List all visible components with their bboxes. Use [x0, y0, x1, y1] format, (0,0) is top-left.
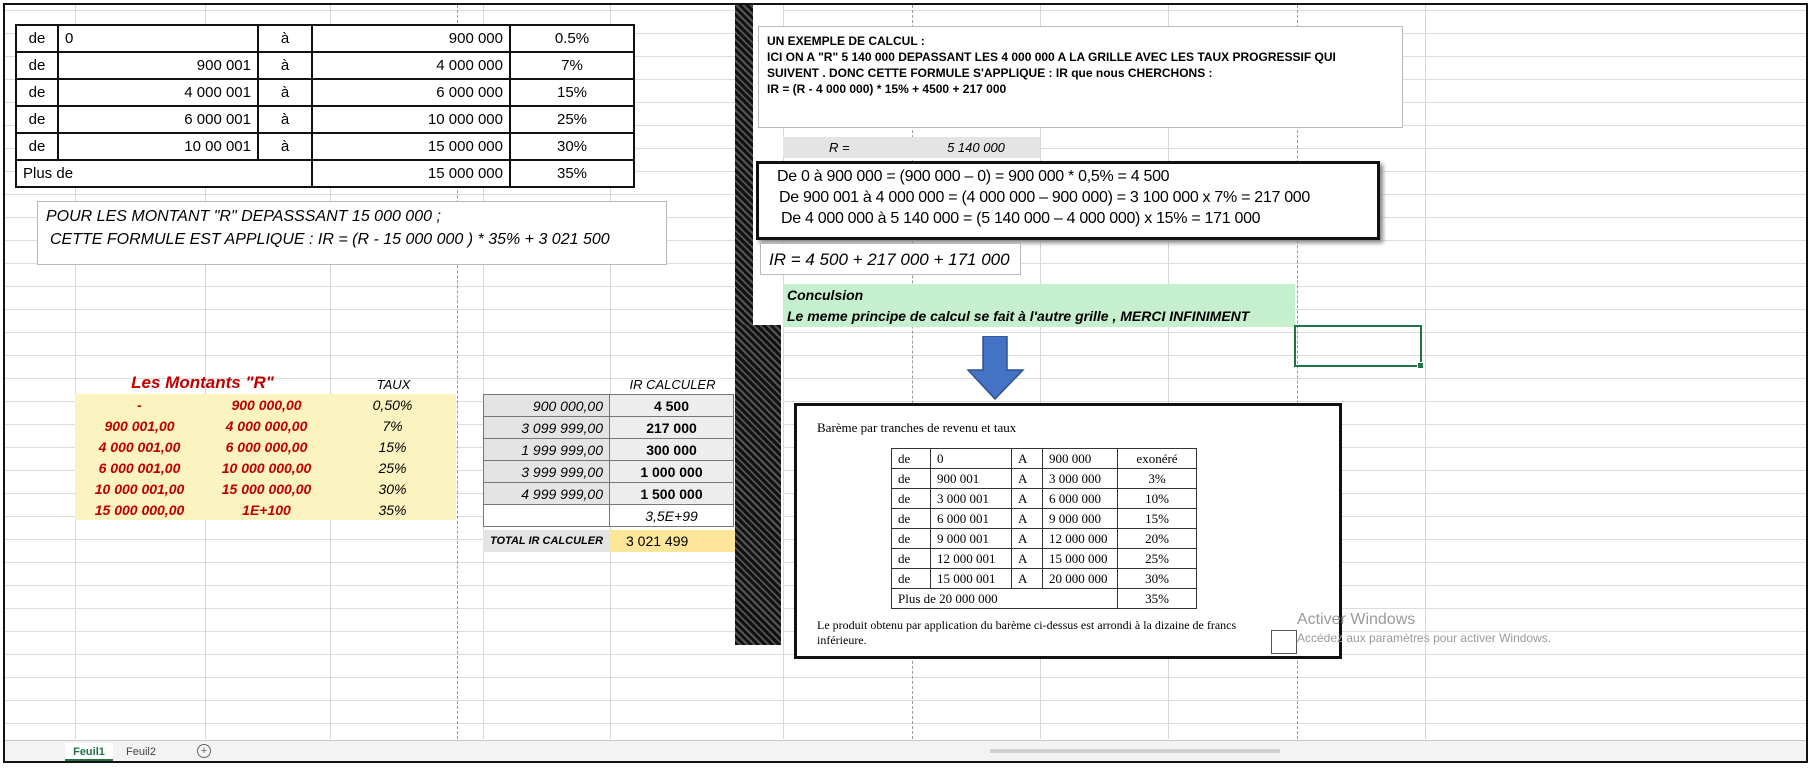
doc-cell-from: 3 000 001	[931, 489, 1012, 509]
montants-table	[75, 394, 456, 520]
total-ir-label: TOTAL IR CALCULER	[483, 530, 610, 552]
doc-row	[892, 469, 1197, 489]
scan-row	[16, 160, 634, 187]
doc-cell-sep: A	[1012, 469, 1043, 489]
montants-header: Les Montants "R"	[131, 373, 274, 392]
ir-cell: 300 000	[610, 439, 734, 461]
doc-footer: Le produit obtenu par application du barème ci-dessus est arrondi à la dizaine de francs inférieure.	[817, 618, 1237, 647]
formula-note-line1: POUR LES MONTANT "R" DEPASSSANT 15 000 000 ;	[46, 208, 441, 225]
montants-row	[75, 457, 456, 478]
doc-cell-from: 0	[931, 449, 1012, 469]
scan-cell-pre: de	[16, 106, 58, 133]
doc-cell-pre: de	[892, 509, 931, 529]
doc-cell-rate: 3%	[1118, 469, 1197, 489]
sheet-tab-bar	[5, 740, 1806, 761]
calc-row	[484, 417, 734, 439]
montant-from: 10 000 001,00	[75, 478, 204, 499]
calc-row	[484, 439, 734, 461]
handwritten-line3: De 4 000 000 à 5 140 000 = (5 140 000 – 4 000 000) x 15% = 171 000	[781, 210, 1261, 227]
doc-row	[892, 529, 1197, 549]
doc-cell-rate: exonéré	[1118, 449, 1197, 469]
ir-calc-table	[483, 394, 734, 527]
r-label: R =	[783, 137, 912, 158]
doc-cell-sep: A	[1012, 569, 1043, 589]
diff-cell: 3 999 999,00	[484, 461, 610, 483]
montant-from: 4 000 001,00	[75, 436, 204, 457]
montant-to: 1E+100	[204, 499, 329, 520]
scan-row	[16, 79, 634, 106]
doc-cell-pre: de	[892, 569, 931, 589]
scan-cell-sep: à	[258, 52, 312, 79]
doc-cell-to: 20 000 000	[1043, 569, 1118, 589]
doc-cell-to: 15 000 000	[1043, 549, 1118, 569]
scan-row	[16, 106, 634, 133]
doc-cell-from: 9 000 001	[931, 529, 1012, 549]
example-box	[758, 26, 1403, 128]
ir-cell: 4 500	[610, 395, 734, 417]
activation-watermark-title: Activer Windows	[1297, 611, 1416, 628]
r-value[interactable]: 5 140 000	[912, 137, 1040, 158]
sheet-tab-feuil1[interactable]: Feuil1	[65, 743, 113, 761]
scan-cell-from: 900 001	[58, 52, 258, 79]
divider-bar	[735, 5, 753, 370]
screenshot-frame	[3, 3, 1808, 763]
arrow-down-icon	[967, 336, 1025, 400]
calc-row	[484, 505, 734, 527]
scanned-rate-table	[15, 24, 635, 188]
doc-cell-pre: de	[892, 529, 931, 549]
diff-cell	[484, 505, 610, 527]
scan-cell-rate: 35%	[510, 160, 634, 187]
diff-cell: 1 999 999,00	[484, 439, 610, 461]
scan-cell-to: 10 000 000	[312, 106, 510, 133]
scan-cell-to: 15 000 000	[312, 133, 510, 160]
doc-cell-rate: 35%	[1118, 589, 1197, 609]
ir-cell: 1 000 000	[610, 461, 734, 483]
doc-cell-from: 15 000 001	[931, 569, 1012, 589]
formula-note-line2: CETTE FORMULE EST APPLIQUE : IR = (R - 15 000 000 ) * 35% + 3 021 500	[50, 231, 610, 248]
scan-cell-label: Plus de	[16, 160, 312, 187]
doc-row	[892, 489, 1197, 509]
scan-cell-pre: de	[16, 133, 58, 160]
total-ir-value[interactable]: 3 021 499	[610, 530, 735, 552]
example-line2: ICI ON A "R" 5 140 000 DEPASSANT LES 4 000 000 A LA GRILLE AVEC LES TAUX PROGRESSIF QUI	[767, 50, 1336, 64]
scan-cell-rate: 0.5%	[510, 25, 634, 52]
doc-cell-sep: A	[1012, 489, 1043, 509]
selected-cell[interactable]	[1294, 325, 1422, 367]
scan-cell-from: 4 000 001	[58, 79, 258, 106]
doc-cell-pre: de	[892, 449, 931, 469]
scan-cell-to: 6 000 000	[312, 79, 510, 106]
doc-title: Barème par tranches de revenu et taux	[817, 420, 1017, 435]
doc-cell-to: 6 000 000	[1043, 489, 1118, 509]
diff-cell: 3 099 999,00	[484, 417, 610, 439]
formula-note	[37, 201, 667, 265]
doc-cell-to: 9 000 000	[1043, 509, 1118, 529]
calc-row	[484, 395, 734, 417]
ir-cell: 3,5E+99	[610, 505, 734, 527]
taux-cell: 35%	[329, 499, 456, 520]
scan-cell-pre: de	[16, 79, 58, 106]
scan-row	[16, 25, 634, 52]
handwritten-line1: De 0 à 900 000 = (900 000 – 0) = 900 000 * 0,5% = 4 500	[777, 168, 1170, 185]
handwritten-calc-box	[756, 161, 1380, 240]
scan-cell-from: 0	[58, 25, 258, 52]
sheet-tab-feuil2[interactable]: Feuil2	[126, 746, 156, 758]
doc-cell-pre: de	[892, 489, 931, 509]
example-line1: UN EXEMPLE DE CALCUL :	[767, 34, 925, 48]
doc-cell-rate: 25%	[1118, 549, 1197, 569]
scan-cell-to: 900 000	[312, 25, 510, 52]
doc-cell-pre: de	[892, 469, 931, 489]
scan-cell-rate: 7%	[510, 52, 634, 79]
doc-row	[892, 569, 1197, 589]
conclusion-title: Conculsion	[787, 287, 864, 303]
add-sheet-icon[interactable]: +	[197, 744, 211, 758]
scan-row	[16, 52, 634, 79]
doc-cell-from: 6 000 001	[931, 509, 1012, 529]
taux-cell: 15%	[329, 436, 456, 457]
diff-cell: 4 999 999,00	[484, 483, 610, 505]
doc-cell-label: Plus de 20 000 000	[892, 589, 1118, 609]
doc-row	[892, 449, 1197, 469]
doc-cell-from: 12 000 001	[931, 549, 1012, 569]
scan-cell-rate: 15%	[510, 79, 634, 106]
montants-row	[75, 436, 456, 457]
scan-cell-sep: à	[258, 106, 312, 133]
taux-cell: 7%	[329, 415, 456, 436]
montants-row	[75, 499, 456, 520]
fill-handle[interactable]	[1417, 362, 1424, 369]
example-line4: IR = (R - 4 000 000) * 15% + 4500 + 217 000	[767, 82, 1007, 96]
scan-cell-sep: à	[258, 79, 312, 106]
scan-cell-sep: à	[258, 133, 312, 160]
divider-bar	[735, 325, 781, 645]
doc-row	[892, 509, 1197, 529]
doc-cell-rate: 15%	[1118, 509, 1197, 529]
scan-cell-pre: de	[16, 52, 58, 79]
horizontal-scrollbar[interactable]	[990, 749, 1280, 753]
doc-cell-rate: 10%	[1118, 489, 1197, 509]
scan-cell-to: 15 000 000	[312, 160, 510, 187]
doc-cell-to: 900 000	[1043, 449, 1118, 469]
calc-row	[484, 483, 734, 505]
montants-row	[75, 415, 456, 436]
doc-cell-sep: A	[1012, 509, 1043, 529]
montant-to: 15 000 000,00	[204, 478, 329, 499]
montant-to: 900 000,00	[204, 394, 329, 415]
handwritten-line2: De 900 001 à 4 000 000 = (4 000 000 – 900 000) = 3 100 000 x 7% = 217 000	[779, 189, 1310, 206]
scan-cell-sep: à	[258, 25, 312, 52]
scan-cell-to: 4 000 000	[312, 52, 510, 79]
montant-from: 15 000 000,00	[75, 499, 204, 520]
scan-row	[16, 133, 634, 160]
montants-row	[75, 394, 456, 415]
scan-cell-from: 6 000 001	[58, 106, 258, 133]
ir-cell: 217 000	[610, 417, 734, 439]
doc-row	[892, 549, 1197, 569]
montants-row	[75, 478, 456, 499]
taux-cell: 30%	[329, 478, 456, 499]
scan-cell-from: 10 00 001	[58, 133, 258, 160]
doc-cell-to: 3 000 000	[1043, 469, 1118, 489]
montant-from: 6 000 001,00	[75, 457, 204, 478]
doc-page-box	[1271, 630, 1297, 654]
doc-cell-sep: A	[1012, 549, 1043, 569]
conclusion-text: Le meme principe de calcul se fait à l'autre grille , MERCI INFINIMENT	[787, 308, 1250, 324]
taux-header: TAUX	[376, 377, 411, 392]
taux-cell: 25%	[329, 457, 456, 478]
montant-to: 10 000 000,00	[204, 457, 329, 478]
calc-row	[484, 461, 734, 483]
montant-to: 4 000 000,00	[204, 415, 329, 436]
doc-cell-rate: 20%	[1118, 529, 1197, 549]
example-line3: SUIVENT . DONC CETTE FORMULE S'APPLIQUE : IR que nous CHERCHONS :	[767, 66, 1213, 80]
doc-cell-sep: A	[1012, 529, 1043, 549]
doc-cell-from: 900 001	[931, 469, 1012, 489]
scan-cell-rate: 30%	[510, 133, 634, 160]
doc-rate-table	[891, 448, 1197, 609]
scan-cell-rate: 25%	[510, 106, 634, 133]
ir-cell: 1 500 000	[610, 483, 734, 505]
document-excerpt	[794, 403, 1342, 659]
doc-cell-sep: A	[1012, 449, 1043, 469]
montant-to: 6 000 000,00	[204, 436, 329, 457]
ir-sum: IR = 4 500 + 217 000 + 171 000	[760, 243, 1021, 275]
conclusion-box	[783, 284, 1295, 327]
ir-header: IR CALCULER	[629, 377, 716, 392]
scan-cell-pre: de	[16, 25, 58, 52]
diff-cell: 900 000,00	[484, 395, 610, 417]
grid-col-line	[1425, 5, 1426, 739]
doc-cell-pre: de	[892, 549, 931, 569]
doc-row	[892, 589, 1197, 609]
activation-watermark-text: Accédez aux paramètres pour activer Windows.	[1297, 631, 1552, 645]
doc-cell-to: 12 000 000	[1043, 529, 1118, 549]
montant-from: 900 001,00	[75, 415, 204, 436]
taux-cell: 0,50%	[329, 394, 456, 415]
doc-cell-rate: 30%	[1118, 569, 1197, 589]
montant-from: -	[75, 394, 204, 415]
